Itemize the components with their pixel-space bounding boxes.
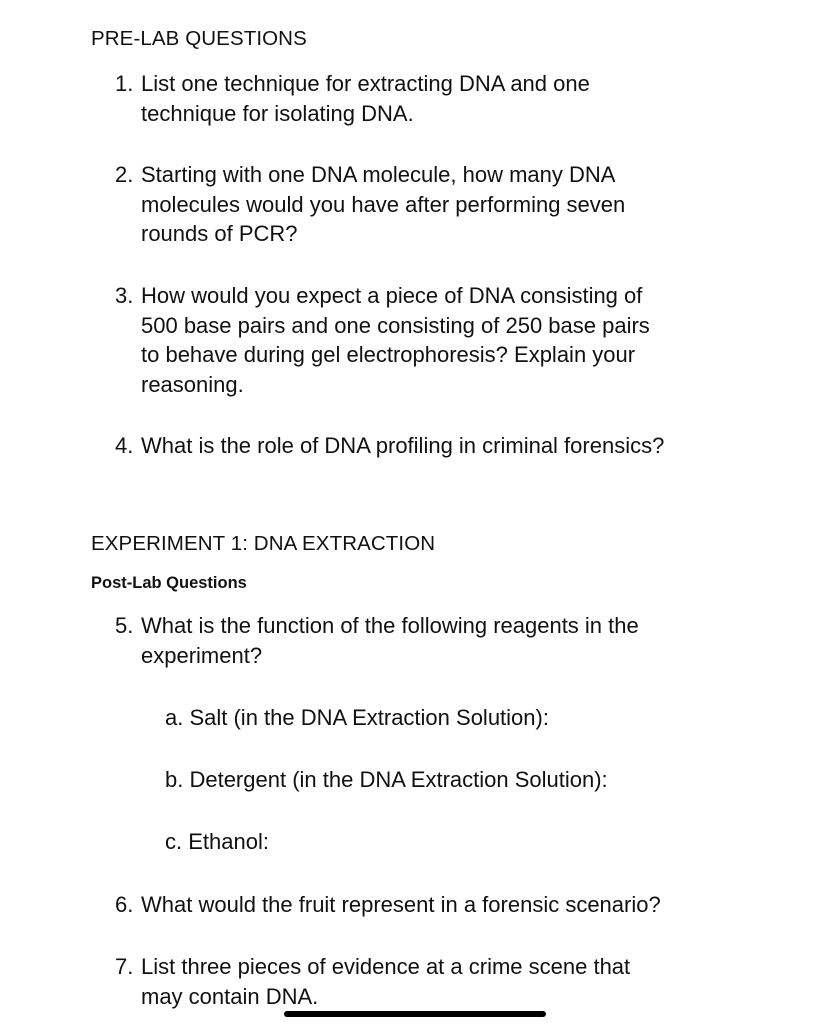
question-text: What is the function of the following reagents in the (141, 613, 639, 638)
question-5b: b. Detergent (in the DNA Extraction Solution): (165, 767, 608, 792)
question-line (115, 890, 661, 920)
question-line (115, 611, 639, 641)
question-6 (115, 890, 661, 920)
question-text: Starting with one DNA molecule, how many DNA (141, 162, 616, 187)
question-text-continued: reasoning. (141, 371, 244, 397)
question-text: How would you expect a piece of DNA consisting of (141, 283, 643, 308)
question-text: What would the fruit represent in a forensic scenario? (141, 892, 661, 917)
question-text: List one technique for extracting DNA and one (141, 71, 590, 96)
question-5 (115, 611, 639, 670)
post-lab-subheading: Post-Lab Questions (91, 574, 247, 592)
experiment-1-heading: EXPERIMENT 1: DNA EXTRACTION (91, 532, 436, 555)
question-text-continued: molecules would you have after performing seven (141, 191, 626, 217)
question-text-continued: experiment? (141, 642, 263, 668)
question-1 (115, 69, 590, 128)
question-text-continued: to behave during gel electrophoresis? Explain your (141, 342, 636, 367)
question-number: 6. (115, 892, 134, 917)
question-5a: a. Salt (in the DNA Extraction Solution): (165, 705, 549, 730)
question-number: 3. (115, 283, 134, 308)
question-text-continued: may contain DNA. (141, 983, 319, 1009)
question-text-continued: technique for isolating DNA. (141, 100, 414, 126)
question-5c: c. Ethanol: (165, 829, 269, 854)
question-text: List three pieces of evidence at a crime scene that (141, 954, 631, 979)
question-text-continued: rounds of PCR? (141, 221, 298, 246)
question-number: 1. (115, 71, 134, 96)
question-4 (115, 431, 664, 461)
question-3 (115, 281, 650, 399)
question-line (115, 69, 590, 99)
question-line (115, 281, 650, 311)
question-line (115, 160, 625, 190)
question-text: What is the role of DNA profiling in criminal forensics? (141, 433, 665, 458)
question-line (115, 952, 630, 982)
question-number: 5. (115, 613, 134, 638)
question-2 (115, 160, 625, 249)
question-text-continued: 500 base pairs and one consisting of 250 base pairs (141, 312, 650, 338)
home-indicator-bar[interactable] (284, 1011, 546, 1017)
prelab-heading: PRE-LAB QUESTIONS (91, 27, 307, 50)
question-line (115, 431, 664, 461)
question-7 (115, 952, 630, 1011)
question-number: 4. (115, 433, 134, 458)
question-number: 2. (115, 162, 134, 187)
question-number: 7. (115, 954, 134, 979)
